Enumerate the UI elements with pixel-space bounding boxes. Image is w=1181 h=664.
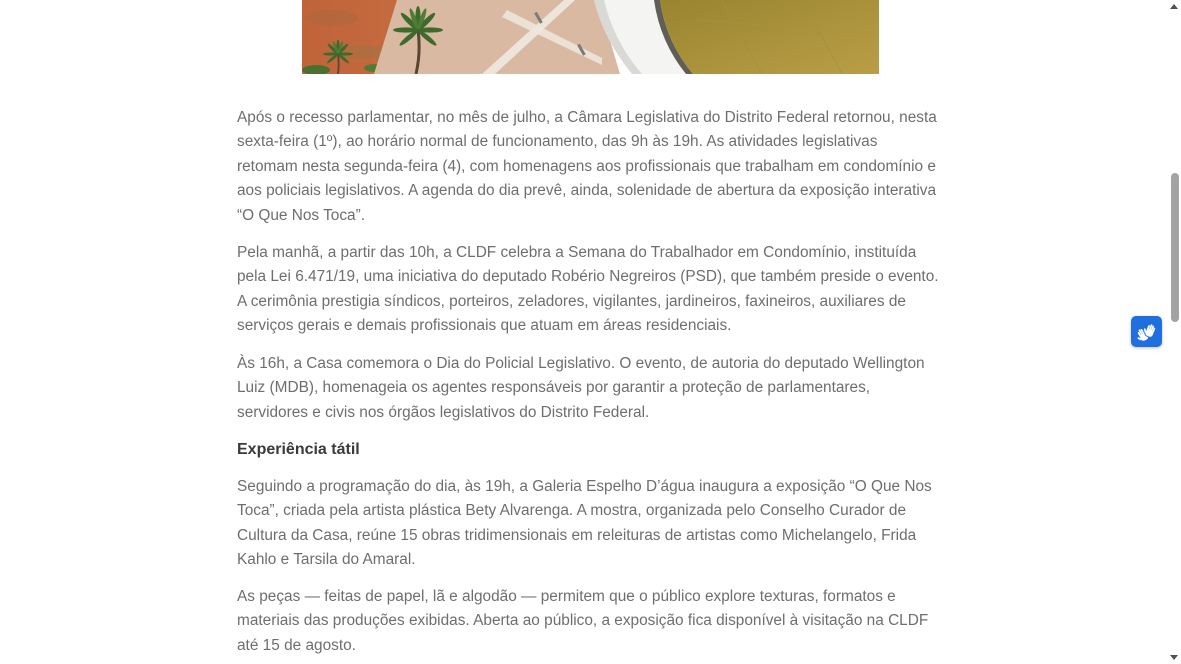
paragraph-line: Pela manhã, a partir das 10h, a CLDF celebra a Semana do Trabalhador em Condomínio, instituída [237, 243, 917, 261]
paragraph-line: Às 16h, a Casa comemora o Dia do Policial Legislativo. O evento, de autoria do deputado Wellington [237, 354, 925, 372]
paragraph-line: sexta-feira (1º), ao horário normal de funcionamento, das 9h às 19h. As atividades legislativas [237, 133, 878, 150]
scroll-up-button[interactable] [1166, 0, 1181, 13]
sign-language-hands-icon [1136, 321, 1158, 343]
paragraph-line: materiais das produções exibidas. Aberta ao público, a exposição fica disponível à visitação na CLDF [237, 612, 929, 630]
section-heading: Experiência tátil [237, 440, 360, 458]
vertical-scrollbar[interactable] [1166, 0, 1181, 664]
paragraph-line: aos policiais legislativos. A agenda do dia prevê, ainda, solenidade de abertura da exposição interativa [237, 182, 937, 199]
triangle-down-icon [1170, 655, 1178, 660]
paragraph-line: Cultura da Casa, reúne 15 obras tridimensionais em releituras de artistas como Michelangelo, Frida [237, 526, 917, 544]
paragraph-line: Após o recesso parlamentar, no mês de julho, a Câmara Legislativa do Distrito Federal retornou, nesta [237, 108, 937, 126]
paragraph-line: A cerimônia prestigia síndicos, porteiros, zeladores, vigilantes, jardineiros, faxineiros, auxiliares de [237, 292, 906, 310]
paragraph-line: pela Lei 6.471/19, uma iniciativa do deputado Robério Negreiros (PSD), que também preside o evento. [237, 268, 939, 286]
paragraph-line: retomam nesta segunda-feira (4), com homenagens aos profissionais que trabalham em condomínio e [237, 157, 936, 175]
paragraph-line: As peças — feitas de papel, lã e algodão — permitem que o público explore texturas, formatos e [237, 587, 896, 605]
article-paragraph-3 [237, 352, 925, 426]
paragraph-line: Seguindo a programação do dia, às 19h, a Galeria Espelho D’água inaugura a exposição “O Que Nos [237, 477, 932, 495]
scrollbar-thumb[interactable] [1171, 173, 1179, 322]
paragraph-line: “O Que Nos Toca”. [237, 206, 366, 224]
scroll-down-button[interactable] [1166, 651, 1181, 664]
article-paragraph-2 [237, 241, 939, 339]
article-paragraph-1 [237, 106, 937, 229]
article-paragraph-5 [237, 585, 928, 659]
paragraph-line: serviços gerais e demais profissionais que atuam em áreas residenciais. [237, 317, 732, 335]
paragraph-line: Toca”, criada pela artista plástica Bety Alvarenga. A mostra, organizada pelo Conselho Curador de [237, 502, 907, 520]
paragraph-line: Luiz (MDB), homenageia os agentes responsáveis por garantir a proteção de parlamentares, [237, 379, 871, 397]
sign-language-hands-icon-svg [1136, 321, 1158, 343]
sign-language-accessibility-button[interactable] [1131, 316, 1162, 347]
paragraph-line: Kahlo e Tarsila do Amaral. [237, 551, 416, 569]
paragraph-line: até 15 de agosto. [237, 636, 356, 654]
triangle-up-icon [1170, 4, 1178, 9]
article-paragraph-4 [237, 475, 932, 573]
paragraph-line: servidores e civis nos órgãos legislativos do Distrito Federal. [237, 403, 650, 421]
